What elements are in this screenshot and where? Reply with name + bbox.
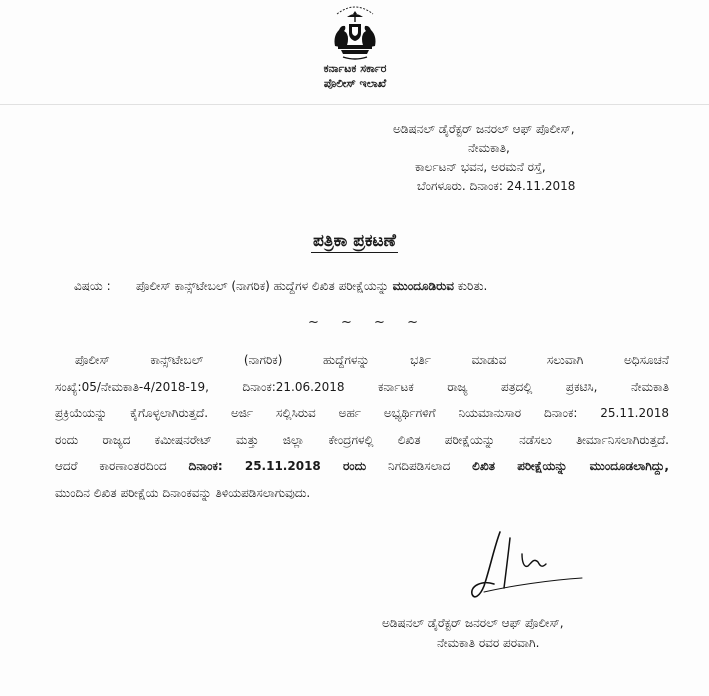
press-release-title bbox=[0, 231, 709, 251]
address-line-wing: ನೇಮಕಾತಿ, bbox=[468, 141, 510, 155]
address-line-city-date: ಬೆಂಗಳೂರು. ದಿನಾಂಕ: 24.11.2018 bbox=[417, 179, 576, 193]
address-line-designation: ಅಡಿಷನಲ್ ಡೈರೆಕ್ಟರ್ ಜನರಲ್ ಆಫ್ ಪೊಲೀಸ್, bbox=[393, 122, 575, 136]
signoff-on-behalf: ನೇಮಕಾತಿ ರವರ ಪರವಾಗಿ. bbox=[437, 636, 540, 650]
subject-line bbox=[74, 279, 487, 294]
subject-text-end: ಕುರಿತು. bbox=[453, 279, 488, 293]
body-line: ಮುಂದಿನ ಲಿಖಿತ ಪರೀಕ್ಷೆಯ ದಿನಾಂಕವನ್ನು ತಿಳಿಯಪಡಿಸಲಾಗುವುದು. bbox=[55, 485, 311, 500]
government-name: ಕರ್ನಾಟಕ ಸರ್ಕಾರ bbox=[323, 62, 387, 75]
signoff-block bbox=[382, 613, 564, 653]
body-line: ಸಂಖ್ಯೆ:05/ನೇಮಕಾತಿ-4/2018-19, ದಿನಾಂಕ:21.06.2018 ಕರ್ನಾಟಕ ರಾಜ್ಯ ಪತ್ರದಲ್ಲಿ ಪ್ರಕಟಿಸಿ, ನೇಮಕಾತಿ bbox=[55, 379, 669, 394]
body-paragraph bbox=[55, 347, 669, 506]
subject-text: ಪೊಲೀಸ್ ಕಾನ್ಸ್‌ಟೇಬಲ್ (ನಾಗರಿಕ) ಹುದ್ದೆಗಳ ಲಿಖಿತ ಪರೀಕ್ಷೆಯನ್ನು bbox=[136, 279, 393, 293]
state-emblem-icon bbox=[329, 2, 381, 60]
body-line: ಪೊಲೀಸ್ ಕಾನ್ಸ್‌ಟೇಬಲ್ (ನಾಗರಿಕ) ಹುದ್ದೆಗಳನ್ನು ಭರ್ತಿ ಮಾಡುವ ಸಲುವಾಗಿ ಅಧಿಸೂಚನೆ bbox=[75, 353, 669, 367]
body-line: ರಂದು ರಾಜ್ಯದ ಕಮೀಷನರೇಟ್ ಮತ್ತು ಜಿಲ್ಲಾ ಕೇಂದ್ರಗಳಲ್ಲಿ ಲಿಖಿತ ಪರೀಕ್ಷೆಯನ್ನು ನಡೆಸಲು ತೀರ್ಮಾನಿಸಲಾಗಿರುತ್ತದೆ. bbox=[55, 432, 669, 447]
title-text: ಪತ್ರಿಕಾ ಪ್ರಕಟಣೆ bbox=[313, 231, 396, 251]
letterhead bbox=[300, 2, 410, 91]
subject-bold-text: ಮುಂದೂಡಿರುವ bbox=[392, 279, 454, 293]
address-line-building: ಕಾರ್ಲಟನ್ ಭವನ, ಅರಮನೆ ರಸ್ತೆ, bbox=[415, 160, 546, 174]
body-bold-date: ದಿನಾಂಕ: 25.11.2018 ರಂದು bbox=[188, 459, 367, 473]
header-divider bbox=[0, 104, 709, 105]
subject-label: ವಿಷಯ : bbox=[74, 279, 111, 293]
body-bold-postponed: ಲಿಖಿತ ಪರೀಕ್ಷೆಯನ್ನು ಮುಂದೂಡಲಾಗಿದ್ದು, bbox=[472, 459, 669, 473]
signoff-designation: ಅಡಿಷನಲ್ ಡೈರೆಕ್ಟರ್ ಜನರಲ್ ಆಫ್ ಪೊಲೀಸ್, bbox=[382, 616, 564, 630]
office-address bbox=[393, 120, 575, 196]
section-separator: ~ ~ ~ ~ bbox=[308, 315, 427, 330]
handwritten-signature bbox=[470, 528, 590, 606]
body-line-emphasis bbox=[55, 453, 669, 480]
body-line: ಪ್ರಕ್ರಿಯೆಯನ್ನು ಕೈಗೊಳ್ಳಲಾಗಿರುತ್ತದೆ. ಅರ್ಜಿ ಸಲ್ಲಿಸಿರುವ ಅರ್ಹ ಅಭ್ಯರ್ಥಿಗಳಿಗೆ ನಿಯಮಾನುಸಾರ ದಿನಾಂಕ: 25.11.2018 bbox=[55, 406, 669, 420]
body-text: ಆದರೆ ಕಾರಣಾಂತರದಿಂದ bbox=[55, 459, 189, 473]
department-name: ಪೊಲೀಸ್ ಇಲಾಖೆ bbox=[323, 77, 387, 90]
body-text: ನಿಗದಿಪಡಿಸಲಾದ bbox=[366, 459, 473, 473]
